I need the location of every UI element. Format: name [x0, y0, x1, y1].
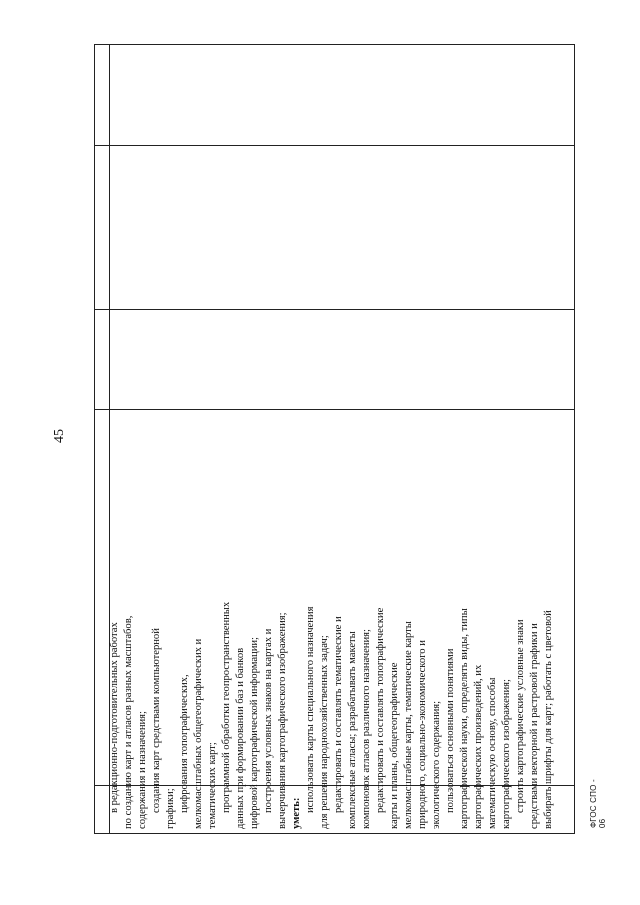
text-line: строить картографические условные знаки	[515, 619, 526, 813]
text-line: экологического содержания;	[431, 700, 442, 829]
text-line: построения условных знаков на картах и	[263, 628, 274, 813]
text-line: компоновок атласов различного назначения;	[361, 629, 372, 829]
text-line: цифровой картографической информации;	[249, 637, 260, 829]
text-line: картографического изображения;	[501, 679, 512, 829]
text-line: использовать карты специального назначения	[305, 606, 316, 813]
text-line: мелкомасштабных общегеографических и	[193, 638, 204, 829]
text-line: графики;	[165, 788, 176, 829]
row-divider	[95, 145, 574, 146]
text-line: мелкомасштабные карты, тематические карты	[403, 621, 414, 829]
text-line: цифрования топографических,	[179, 674, 190, 813]
row-divider	[95, 309, 574, 310]
text-line: математическую основу, способы	[487, 677, 498, 829]
text-line: редактировать и составлять тематические и	[333, 616, 344, 813]
text-line: для решения народнохозяйственных задач;	[319, 635, 330, 829]
text-line: данных при формировании баз и банков	[235, 647, 246, 829]
text-line: картографической науки, определять виды, типы	[459, 608, 470, 829]
text-line: тематических карт;	[207, 742, 218, 829]
text-line: средствами векторной и растровой графики и	[529, 623, 540, 829]
text-line: выбирать шрифты для карт; работать с цветовой	[543, 610, 554, 829]
footer-label: ФГОС СПО - 06	[589, 779, 607, 828]
text-line: уметь:	[291, 797, 302, 829]
competency-text-cell	[108, 509, 556, 829]
row-divider	[95, 409, 574, 410]
text-line: природного, социально-экономического и	[417, 640, 428, 829]
text-line: картографических произведений, их	[473, 664, 484, 829]
text-line: редактировать и составлять топографические	[375, 607, 386, 813]
page-number: 45	[52, 429, 67, 443]
text-line: пользоваться основными понятиями	[445, 648, 456, 813]
text-line: создания карт средствами компьютерной	[151, 628, 162, 813]
text-line: комплексные атласы; разрабатывать макеты	[347, 631, 358, 829]
text-line: содержания и назначения;	[137, 711, 148, 829]
text-line: вычерчивания картографического изображения;	[277, 612, 288, 829]
text-line: по созданию карт и атласов разных масштабов,	[123, 615, 134, 829]
text-line: в редакционно-подготовительных работах	[109, 622, 120, 813]
text-line: карты и планы, общегеографические	[389, 662, 400, 829]
text-line: программной обработки геопространственных	[221, 601, 232, 813]
